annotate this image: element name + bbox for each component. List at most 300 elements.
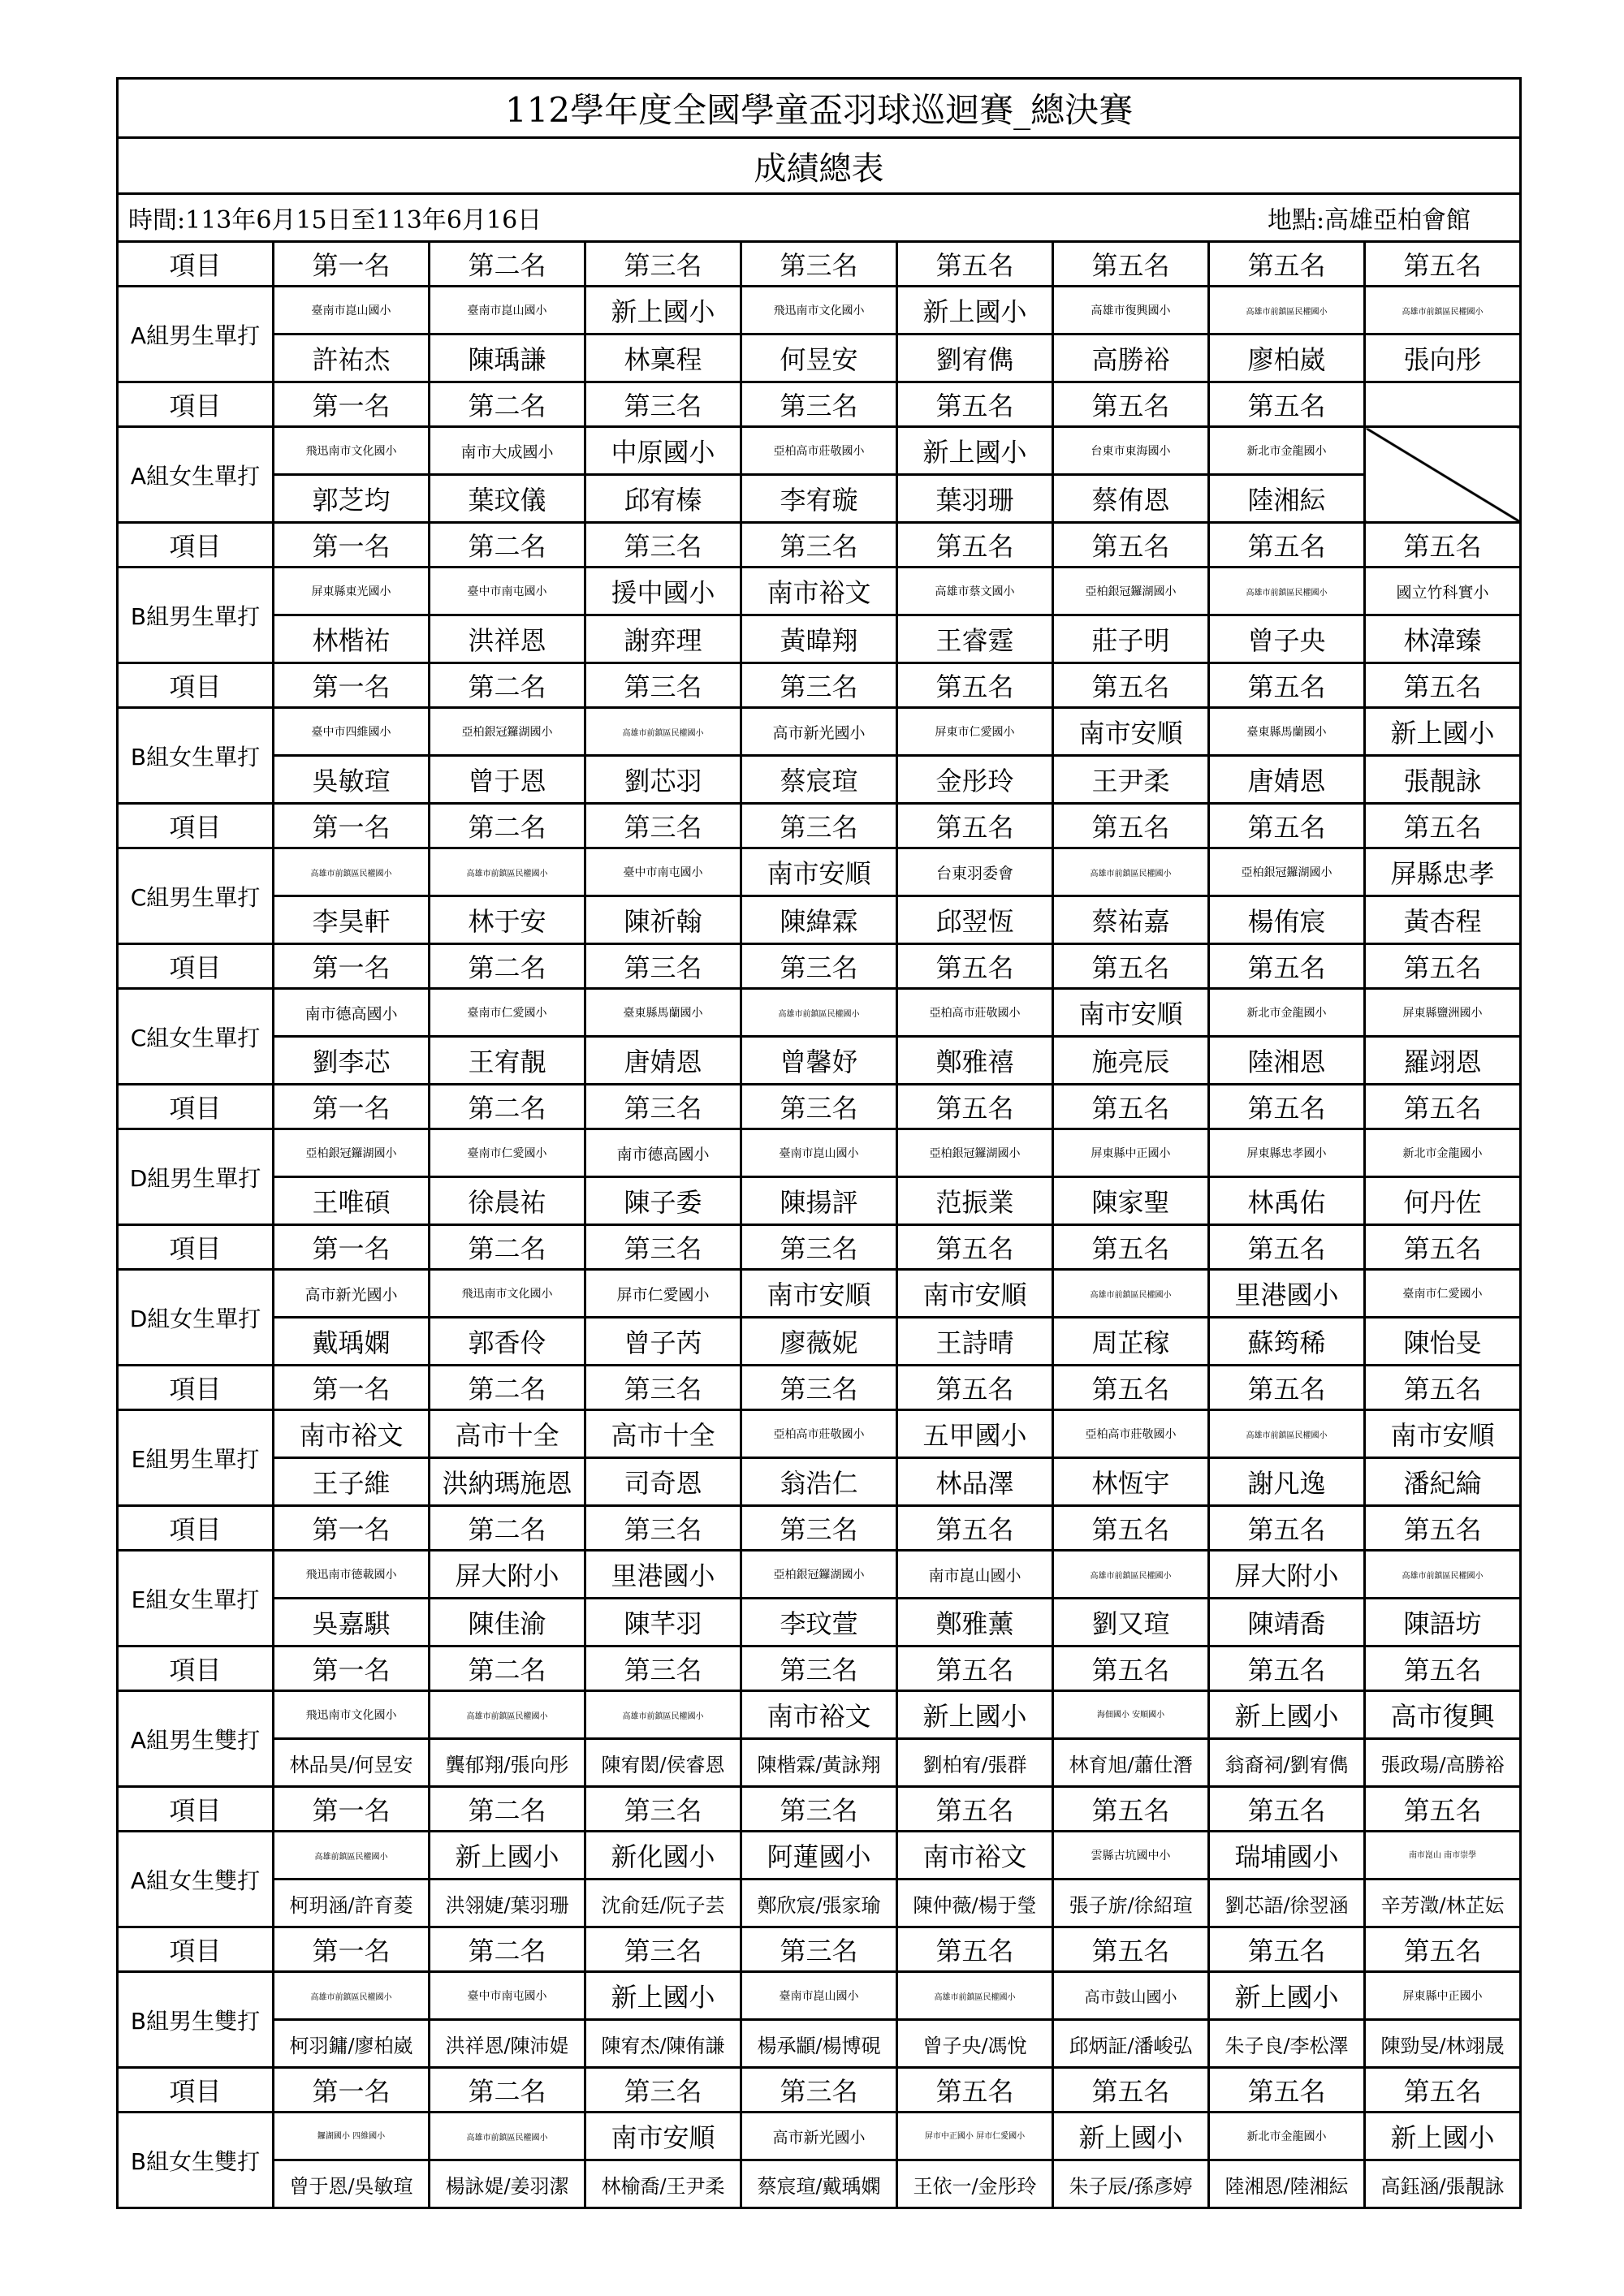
event-category: D組女生單打 xyxy=(118,1270,274,1366)
rank-label: 第三名 xyxy=(585,1646,741,1691)
player-name: 王詩晴 xyxy=(897,1318,1053,1366)
rank-label: 第一名 xyxy=(274,523,430,568)
school-name: 南市安順 xyxy=(1053,708,1209,756)
player-name: 李宥璇 xyxy=(741,475,897,523)
player-name: 許祐杰 xyxy=(274,334,430,382)
rank-label: 第三名 xyxy=(585,242,741,287)
rank-label: 第五名 xyxy=(897,1787,1053,1832)
school-row xyxy=(118,848,1521,896)
results-sheet xyxy=(116,77,1519,2209)
player-name: 唐婧恩 xyxy=(1209,756,1365,804)
player-row xyxy=(118,2160,1521,2208)
school-row xyxy=(118,1551,1521,1599)
rank-label: 第三名 xyxy=(741,2068,897,2113)
player-row xyxy=(118,615,1521,663)
school-name: 屏東縣東光國小 xyxy=(274,568,430,615)
empty-cell xyxy=(1365,382,1521,427)
rank-label: 第一名 xyxy=(274,1085,430,1129)
rank-label: 第五名 xyxy=(1365,1787,1521,1832)
school-name: 五甲國小 xyxy=(897,1410,1053,1458)
rank-label: 第五名 xyxy=(1365,1085,1521,1129)
rank-header-row xyxy=(118,1085,1521,1129)
school-name: 新上國小 xyxy=(1209,1691,1365,1739)
school-name: 臺南市仁愛國小 xyxy=(1365,1270,1521,1318)
school-name: 南市安順 xyxy=(741,1270,897,1318)
rank-label: 第五名 xyxy=(1053,382,1209,427)
rank-label: 第一名 xyxy=(274,944,430,989)
rank-label: 第五名 xyxy=(1209,1927,1365,1972)
player-name: 吳嘉騏 xyxy=(274,1599,430,1646)
school-name: 臺中市南屯國小 xyxy=(585,848,741,896)
school-name: 臺東縣馬蘭國小 xyxy=(585,989,741,1037)
player-name: 王子維 xyxy=(274,1458,430,1506)
player-name: 林禹佑 xyxy=(1209,1177,1365,1225)
school-name: 飛迅南市文化國小 xyxy=(274,1691,430,1739)
rank-label: 第五名 xyxy=(897,663,1053,708)
player-pair: 龔郁翔/張向彤 xyxy=(430,1739,585,1787)
player-row xyxy=(118,334,1521,382)
player-name: 郭芝均 xyxy=(274,475,430,523)
school-name: 新上國小 xyxy=(1209,1972,1365,2020)
rank-label: 第五名 xyxy=(1209,1085,1365,1129)
rank-label: 第五名 xyxy=(1209,663,1365,708)
school-name: 臺中市南屯國小 xyxy=(430,568,585,615)
school-name: 南市安順 xyxy=(585,2113,741,2160)
player-name: 王尹柔 xyxy=(1053,756,1209,804)
player-name: 林恆宇 xyxy=(1053,1458,1209,1506)
school-name: 高雄市前鎮區民權國小 xyxy=(1365,287,1521,334)
rank-label: 第三名 xyxy=(585,1225,741,1270)
player-row xyxy=(118,2020,1521,2068)
header-label: 項目 xyxy=(118,1506,274,1551)
rank-label: 第五名 xyxy=(1053,804,1209,848)
rank-label: 第三名 xyxy=(585,1927,741,1972)
rank-header-row xyxy=(118,804,1521,848)
header-label: 項目 xyxy=(118,523,274,568)
rank-label: 第三名 xyxy=(585,1085,741,1129)
event-category: C組男生單打 xyxy=(118,848,274,944)
player-name: 王睿霆 xyxy=(897,615,1053,663)
school-name: 南市裕文 xyxy=(741,1691,897,1739)
rank-label: 第五名 xyxy=(897,242,1053,287)
player-name: 陳怡旻 xyxy=(1365,1318,1521,1366)
school-row xyxy=(118,568,1521,615)
player-row xyxy=(118,756,1521,804)
school-name: 新北市金龍國小 xyxy=(1365,1129,1521,1177)
header-label: 項目 xyxy=(118,1225,274,1270)
player-name: 陳芊羽 xyxy=(585,1599,741,1646)
player-name: 陳佳渝 xyxy=(430,1599,585,1646)
rank-label: 第五名 xyxy=(897,1927,1053,1972)
rank-label: 第一名 xyxy=(274,1225,430,1270)
player-name: 陳緯霖 xyxy=(741,896,897,944)
school-name: 高雄市復興國小 xyxy=(1053,287,1209,334)
rank-label: 第三名 xyxy=(585,382,741,427)
school-name: 南市大成國小 xyxy=(430,427,585,475)
player-row xyxy=(118,1599,1521,1646)
rank-label: 第五名 xyxy=(1365,1506,1521,1551)
player-name: 陸湘紜 xyxy=(1209,475,1365,523)
rank-label: 第五名 xyxy=(897,2068,1053,2113)
rank-label: 第五名 xyxy=(1209,1225,1365,1270)
school-name: 南市安順 xyxy=(1365,1410,1521,1458)
rank-label: 第二名 xyxy=(430,1225,585,1270)
player-name: 戴瑀嫻 xyxy=(274,1318,430,1366)
rank-label: 第五名 xyxy=(1365,242,1521,287)
rank-header-row xyxy=(118,663,1521,708)
rank-label: 第五名 xyxy=(897,523,1053,568)
rank-label: 第三名 xyxy=(741,1366,897,1410)
rank-label: 第五名 xyxy=(1209,523,1365,568)
rank-label: 第二名 xyxy=(430,242,585,287)
player-pair: 洪翎婕/葉羽珊 xyxy=(430,1880,585,1927)
player-name: 何昱安 xyxy=(741,334,897,382)
school-row xyxy=(118,287,1521,334)
rank-label: 第三名 xyxy=(741,1927,897,1972)
player-pair: 陳仲薇/楊于瑩 xyxy=(897,1880,1053,1927)
rank-label: 第五名 xyxy=(1053,663,1209,708)
player-name: 陸湘恩 xyxy=(1209,1037,1365,1085)
rank-header-row xyxy=(118,382,1521,427)
school-name: 里港國小 xyxy=(585,1551,741,1599)
rank-label: 第五名 xyxy=(1365,1225,1521,1270)
rank-label: 第五名 xyxy=(1209,944,1365,989)
player-name: 曾子芮 xyxy=(585,1318,741,1366)
player-pair: 陳勁旻/林翊晟 xyxy=(1365,2020,1521,2068)
rank-label: 第三名 xyxy=(741,804,897,848)
school-name: 南市安順 xyxy=(1053,989,1209,1037)
school-name: 飛迅南市文化國小 xyxy=(274,427,430,475)
school-name: 高市十全 xyxy=(585,1410,741,1458)
rank-label: 第五名 xyxy=(1053,1366,1209,1410)
school-name: 高雄市前鎮區民權國小 xyxy=(430,848,585,896)
school-name: 雲縣古坑國中小 xyxy=(1053,1832,1209,1880)
rank-label: 第三名 xyxy=(741,382,897,427)
school-row xyxy=(118,1972,1521,2020)
rank-label: 第二名 xyxy=(430,523,585,568)
school-name: 高雄市前鎮區民權國小 xyxy=(1209,1410,1365,1458)
header-label: 項目 xyxy=(118,1787,274,1832)
school-row xyxy=(118,427,1521,475)
meta-info xyxy=(118,194,1521,242)
player-name: 唐婧恩 xyxy=(585,1037,741,1085)
school-name: 屏市中正國小 屏市仁愛國小 xyxy=(897,2113,1053,2160)
player-pair: 陳宥閎/侯睿恩 xyxy=(585,1739,741,1787)
player-pair: 鄭欣宸/張家瑜 xyxy=(741,1880,897,1927)
player-name: 劉芯羽 xyxy=(585,756,741,804)
player-pair: 王依一/金彤玲 xyxy=(897,2160,1053,2208)
header-label: 項目 xyxy=(118,382,274,427)
school-row xyxy=(118,1832,1521,1880)
player-name: 蔡侑恩 xyxy=(1053,475,1209,523)
school-name: 南市安順 xyxy=(741,848,897,896)
header-label: 項目 xyxy=(118,663,274,708)
player-name: 廖薇妮 xyxy=(741,1318,897,1366)
player-pair: 陳楷霖/黃詠翔 xyxy=(741,1739,897,1787)
school-name: 屏市仁愛國小 xyxy=(585,1270,741,1318)
school-name: 亞柏高市莊敬國小 xyxy=(741,427,897,475)
school-name: 海佃國小 安順國小 xyxy=(1053,1691,1209,1739)
rank-label: 第三名 xyxy=(585,944,741,989)
player-name: 李玟萱 xyxy=(741,1599,897,1646)
rank-label: 第二名 xyxy=(430,1787,585,1832)
school-name: 高市新光國小 xyxy=(741,708,897,756)
player-name: 曾馨妤 xyxy=(741,1037,897,1085)
rank-label: 第二名 xyxy=(430,2068,585,2113)
school-row xyxy=(118,1410,1521,1458)
player-name: 楊侑宸 xyxy=(1209,896,1365,944)
rank-label: 第五名 xyxy=(1053,1646,1209,1691)
school-name: 高雄市前鎮區民權國小 xyxy=(1209,287,1365,334)
player-name: 謝凡逸 xyxy=(1209,1458,1365,1506)
school-name: 新北市金龍國小 xyxy=(1209,2113,1365,2160)
player-pair: 林育旭/蕭仕潛 xyxy=(1053,1739,1209,1787)
school-name: 高市鼓山國小 xyxy=(1053,1972,1209,2020)
player-name: 陳靖喬 xyxy=(1209,1599,1365,1646)
school-name: 南市崑山國小 xyxy=(897,1551,1053,1599)
school-name: 新上國小 xyxy=(585,1972,741,2020)
school-name: 臺中市南屯國小 xyxy=(430,1972,585,2020)
player-name: 蔡宸瑄 xyxy=(741,756,897,804)
player-pair: 曾子央/馮悅 xyxy=(897,2020,1053,2068)
player-name: 曾子央 xyxy=(1209,615,1365,663)
rank-header-row xyxy=(118,242,1521,287)
header-label: 項目 xyxy=(118,1085,274,1129)
school-name: 高市十全 xyxy=(430,1410,585,1458)
event-category: B組男生單打 xyxy=(118,568,274,663)
header-label: 項目 xyxy=(118,242,274,287)
school-name: 飛迅南市文化國小 xyxy=(741,287,897,334)
player-name: 洪祥恩 xyxy=(430,615,585,663)
rank-label: 第三名 xyxy=(741,1787,897,1832)
player-pair: 林品昊/何昱安 xyxy=(274,1739,430,1787)
event-category: E組女生單打 xyxy=(118,1551,274,1646)
school-row xyxy=(118,708,1521,756)
player-name: 陳揚評 xyxy=(741,1177,897,1225)
school-name: 臺南市崑山國小 xyxy=(741,1129,897,1177)
player-name: 金彤玲 xyxy=(897,756,1053,804)
player-pair: 邱炳証/潘峻弘 xyxy=(1053,2020,1209,2068)
rank-label: 第五名 xyxy=(1209,1646,1365,1691)
school-name: 臺南市崑山國小 xyxy=(741,1972,897,2020)
time-info: 時間:113年6月15日至113年6月16日 xyxy=(128,206,542,235)
school-name: 南市安順 xyxy=(897,1270,1053,1318)
player-name: 葉玟儀 xyxy=(430,475,585,523)
rank-label: 第三名 xyxy=(741,1646,897,1691)
player-row xyxy=(118,1458,1521,1506)
player-name: 張靚詠 xyxy=(1365,756,1521,804)
event-category: D組男生單打 xyxy=(118,1129,274,1225)
rank-label: 第一名 xyxy=(274,1506,430,1551)
school-name: 新上國小 xyxy=(897,287,1053,334)
school-name: 台東市東海國小 xyxy=(1053,427,1209,475)
event-category: A組男生單打 xyxy=(118,287,274,382)
player-name: 林湋臻 xyxy=(1365,615,1521,663)
school-name: 新上國小 xyxy=(1053,2113,1209,2160)
player-pair: 楊承顓/楊博硯 xyxy=(741,2020,897,2068)
player-name: 林稟程 xyxy=(585,334,741,382)
player-name: 王宥靚 xyxy=(430,1037,585,1085)
event-category: A組女生單打 xyxy=(118,427,274,523)
player-name: 翁浩仁 xyxy=(741,1458,897,1506)
school-name: 高雄市前鎮區民權國小 xyxy=(585,1691,741,1739)
school-name: 南市裕文 xyxy=(741,568,897,615)
player-name: 黃暐翔 xyxy=(741,615,897,663)
rank-label: 第五名 xyxy=(1365,1927,1521,1972)
player-name: 高勝裕 xyxy=(1053,334,1209,382)
player-pair: 楊詠媞/姜羽潔 xyxy=(430,2160,585,2208)
rank-label: 第二名 xyxy=(430,1085,585,1129)
school-name: 亞柏銀冠鑼湖國小 xyxy=(1053,568,1209,615)
player-row xyxy=(118,1037,1521,1085)
empty-diagonal-cell xyxy=(1365,427,1521,523)
player-name: 王唯碩 xyxy=(274,1177,430,1225)
school-name: 高雄市前鎮區民權國小 xyxy=(1365,1551,1521,1599)
school-name: 南市崑山 南市崇學 xyxy=(1365,1832,1521,1880)
player-name: 劉宥儁 xyxy=(897,334,1053,382)
player-name: 蔡祐嘉 xyxy=(1053,896,1209,944)
school-name: 高雄市前鎮區民權國小 xyxy=(274,1972,430,2020)
school-name: 高雄前鎮區民權國小 xyxy=(274,1832,430,1880)
player-pair: 翁裔祠/劉宥儁 xyxy=(1209,1739,1365,1787)
rank-label: 第五名 xyxy=(1209,382,1365,427)
player-name: 林于安 xyxy=(430,896,585,944)
event-category: C組女生單打 xyxy=(118,989,274,1085)
rank-label: 第三名 xyxy=(585,1366,741,1410)
school-name: 中原國小 xyxy=(585,427,741,475)
school-name: 高市新光國小 xyxy=(741,2113,897,2160)
rank-label: 第五名 xyxy=(1365,1366,1521,1410)
school-name: 里港國小 xyxy=(1209,1270,1365,1318)
player-pair: 辛芳澂/林芷妘 xyxy=(1365,1880,1521,1927)
school-name: 亞柏高市莊敬國小 xyxy=(897,989,1053,1037)
player-name: 徐晨祐 xyxy=(430,1177,585,1225)
rank-label: 第二名 xyxy=(430,1927,585,1972)
player-name: 鄭雅薰 xyxy=(897,1599,1053,1646)
rank-label: 第五名 xyxy=(897,1366,1053,1410)
rank-label: 第二名 xyxy=(430,1366,585,1410)
rank-label: 第一名 xyxy=(274,242,430,287)
school-name: 亞柏銀冠鑼湖國小 xyxy=(1209,848,1365,896)
player-pair: 高鈺涵/張靚詠 xyxy=(1365,2160,1521,2208)
school-name: 南市德高國小 xyxy=(585,1129,741,1177)
player-pair: 柯羽鏞/廖柏崴 xyxy=(274,2020,430,2068)
player-name: 李昊軒 xyxy=(274,896,430,944)
school-name: 高雄市前鎮區民權國小 xyxy=(1053,1551,1209,1599)
rank-label: 第五名 xyxy=(1053,1085,1209,1129)
page-subtitle: 成績總表 xyxy=(118,138,1521,194)
school-name: 高雄市前鎮區民權國小 xyxy=(585,708,741,756)
player-row xyxy=(118,475,1521,523)
header-label: 項目 xyxy=(118,1366,274,1410)
player-pair: 柯玥涵/許育菱 xyxy=(274,1880,430,1927)
school-name: 新上國小 xyxy=(1365,2113,1521,2160)
rank-label: 第三名 xyxy=(741,663,897,708)
school-name: 臺東縣馬蘭國小 xyxy=(1209,708,1365,756)
event-category: B組女生雙打 xyxy=(118,2113,274,2208)
school-row xyxy=(118,1129,1521,1177)
school-name: 屏東縣鹽洲國小 xyxy=(1365,989,1521,1037)
player-name: 周芷稼 xyxy=(1053,1318,1209,1366)
rank-label: 第三名 xyxy=(585,1506,741,1551)
school-name: 高雄市前鎮區民權國小 xyxy=(741,989,897,1037)
player-name: 何丹佐 xyxy=(1365,1177,1521,1225)
school-name: 屏東縣中正國小 xyxy=(1053,1129,1209,1177)
rank-label: 第五名 xyxy=(1209,1506,1365,1551)
rank-label: 第三名 xyxy=(585,1787,741,1832)
school-row xyxy=(118,989,1521,1037)
school-name: 新上國小 xyxy=(585,287,741,334)
school-name: 高雄市前鎮區民權國小 xyxy=(274,848,430,896)
rank-label: 第一名 xyxy=(274,1366,430,1410)
school-name: 高雄市前鎮區民權國小 xyxy=(1053,1270,1209,1318)
school-name: 瑞埔國小 xyxy=(1209,1832,1365,1880)
school-name: 臺中市四維國小 xyxy=(274,708,430,756)
rank-label: 第五名 xyxy=(1053,242,1209,287)
school-row xyxy=(118,2113,1521,2160)
school-name: 臺南市崑山國小 xyxy=(430,287,585,334)
event-category: E組男生單打 xyxy=(118,1410,274,1506)
rank-label: 第五名 xyxy=(1365,523,1521,568)
rank-label: 第一名 xyxy=(274,1646,430,1691)
rank-label: 第五名 xyxy=(897,944,1053,989)
player-name: 陳祈翰 xyxy=(585,896,741,944)
player-name: 范振業 xyxy=(897,1177,1053,1225)
event-category: B組男生雙打 xyxy=(118,1972,274,2068)
player-name: 洪納瑪施恩 xyxy=(430,1458,585,1506)
header-label: 項目 xyxy=(118,2068,274,2113)
rank-label: 第二名 xyxy=(430,663,585,708)
rank-label: 第五名 xyxy=(1209,2068,1365,2113)
rank-label: 第五名 xyxy=(897,1506,1053,1551)
player-pair: 陸湘恩/陸湘紜 xyxy=(1209,2160,1365,2208)
rank-label: 第五名 xyxy=(1365,663,1521,708)
player-row xyxy=(118,896,1521,944)
player-name: 林品澤 xyxy=(897,1458,1053,1506)
school-name: 飛迅南市文化國小 xyxy=(430,1270,585,1318)
rank-label: 第五名 xyxy=(897,1225,1053,1270)
player-name: 謝弈理 xyxy=(585,615,741,663)
rank-label: 第二名 xyxy=(430,804,585,848)
rank-header-row xyxy=(118,1225,1521,1270)
event-category: B組女生單打 xyxy=(118,708,274,804)
rank-header-row xyxy=(118,1646,1521,1691)
player-name: 陳語坊 xyxy=(1365,1599,1521,1646)
school-name: 新北市金龍國小 xyxy=(1209,989,1365,1037)
school-name: 南市德高國小 xyxy=(274,989,430,1037)
school-name: 亞柏銀冠鑼湖國小 xyxy=(897,1129,1053,1177)
player-name: 吳敏瑄 xyxy=(274,756,430,804)
school-name: 新上國小 xyxy=(897,1691,1053,1739)
school-name: 高雄市蔡文國小 xyxy=(897,568,1053,615)
school-name: 新化國小 xyxy=(585,1832,741,1880)
rank-label: 第一名 xyxy=(274,382,430,427)
venue-info: 地點:高雄亞柏會館 xyxy=(1267,206,1471,235)
school-name: 國立竹科實小 xyxy=(1365,568,1521,615)
school-name: 高雄市前鎮區民權國小 xyxy=(1053,848,1209,896)
player-pair: 劉柏宥/張群 xyxy=(897,1739,1053,1787)
school-name: 臺南市仁愛國小 xyxy=(430,1129,585,1177)
page-title: 112學年度全國學童盃羽球巡迴賽_總決賽 xyxy=(118,79,1521,138)
rank-header-row xyxy=(118,1927,1521,1972)
player-name: 施亮辰 xyxy=(1053,1037,1209,1085)
player-name: 黃杏程 xyxy=(1365,896,1521,944)
rank-header-row xyxy=(118,2068,1521,2113)
rank-label: 第一名 xyxy=(274,1927,430,1972)
rank-label: 第三名 xyxy=(741,1506,897,1551)
player-name: 陳家聖 xyxy=(1053,1177,1209,1225)
player-name: 陳瑀謙 xyxy=(430,334,585,382)
